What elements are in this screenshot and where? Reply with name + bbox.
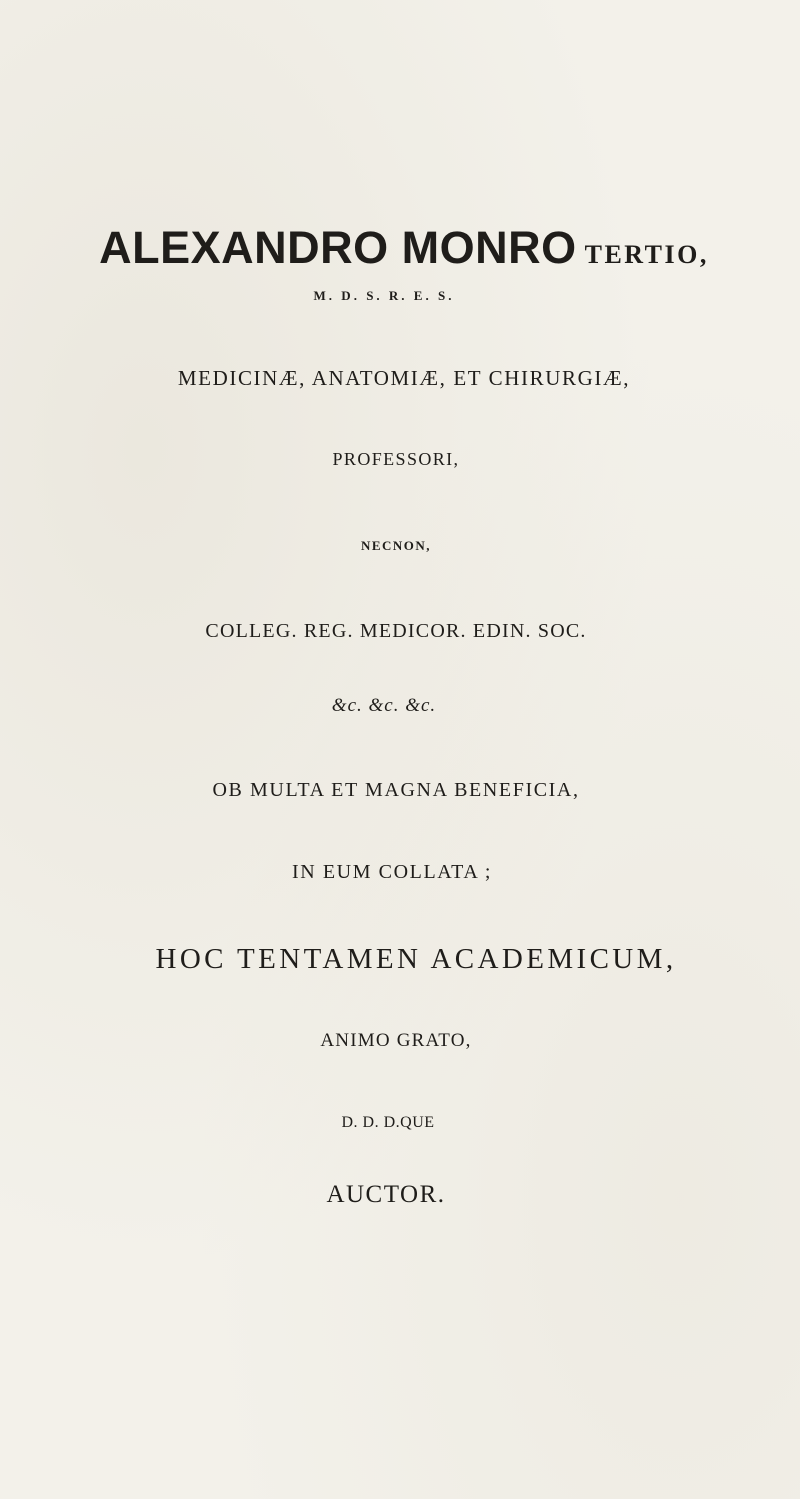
sentiment-line: ANIMO GRATO, [320, 1030, 472, 1051]
etcetera-line: &c. &c. &c. [331, 695, 437, 716]
reason-line-2: IN EUM COLLATA ; [291, 861, 493, 883]
dedication-formula-line: D. D. D.QUE [341, 1114, 435, 1131]
dedicatee-name-line [8, 222, 800, 274]
degrees-line: M. D. S. R. E. S. [313, 288, 455, 303]
dedicatee-ordinal: TERTIO, [584, 240, 709, 269]
work-title-line: HOC TENTAMEN ACADEMICUM, [155, 943, 677, 975]
necnon-line: NECNON, [360, 538, 432, 553]
societies-line: COLLEG. REG. MEDICOR. EDIN. SOC. [205, 620, 587, 642]
dedicatee-name: ALEXANDRO MONRO [99, 222, 577, 273]
reason-line-1: OB MULTA ET MAGNA BENEFICIA, [212, 779, 580, 801]
author-line: AUCTOR. [326, 1181, 446, 1208]
fields-line: MEDICINÆ, ANATOMIÆ, ET CHIRURGIÆ, [177, 366, 631, 390]
professor-line: PROFESSORI, [332, 449, 460, 469]
